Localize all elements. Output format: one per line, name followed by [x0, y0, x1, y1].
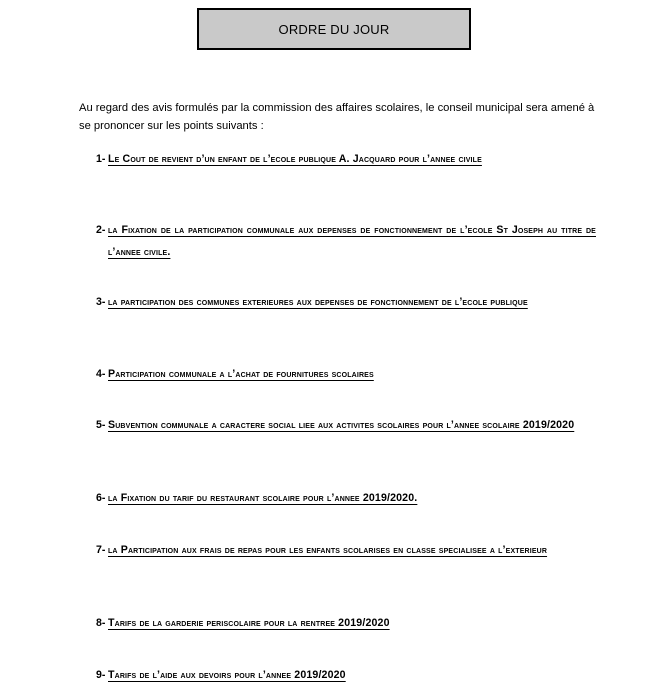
agenda-item-text: Tarifs de l’aide aux devoirs pour l’annee 2019/2020 — [108, 669, 346, 681]
agenda-item-number: 5- — [96, 419, 106, 431]
agenda-item — [96, 291, 596, 313]
page-title-text: ORDRE DU JOUR — [278, 21, 390, 37]
agenda-item-text: Participation communale a l’achat de fournitures scolaires — [108, 368, 374, 380]
agenda-item-text: la Fixation de la participation communale aux depenses de fonctionnement de l’ecole St Joseph au titre de l’annee civile. — [108, 224, 596, 258]
agenda-item — [96, 487, 596, 509]
agenda-item-number: 4- — [96, 368, 106, 380]
agenda-item — [96, 363, 596, 385]
agenda-item-number: 2- — [96, 224, 106, 236]
agenda-item-text: la Participation aux frais de repas pour les enfants scolarises en classe specialisee a l’exterieur — [108, 544, 548, 556]
agenda-item-number: 7- — [96, 544, 106, 556]
agenda-item-number: 8- — [96, 617, 106, 629]
agenda-item — [96, 612, 596, 634]
agenda-item-text: la Fixation du tarif du restaurant scolaire pour l’annee 2019/2020. — [108, 492, 418, 504]
agenda-item-text: Subvention communale a caractere social liee aux activites scolaires pour l’annee scolaire 2019/2020 — [108, 419, 575, 431]
agenda-item — [96, 414, 596, 436]
agenda-item — [96, 664, 596, 686]
agenda-item-number: 1- — [96, 153, 106, 165]
agenda-item-number: 6- — [96, 492, 106, 504]
agenda-item-text: Le Cout de revient d’un enfant de l’ecole publique A. Jacquard pour l’annee civile — [108, 153, 482, 165]
agenda-item — [96, 539, 596, 561]
intro-paragraph: Au regard des avis formulés par la commission des affaires scolaires, le conseil municipal sera amené à se prononcer sur les points suivants : — [79, 102, 595, 132]
agenda-item — [96, 148, 596, 170]
agenda-item-number: 3- — [96, 296, 106, 308]
page-title — [197, 8, 471, 50]
agenda-item-text: la participation des communes exterieures aux depenses de fonctionnement de l’ecole publique — [108, 296, 528, 308]
agenda-item-number: 9- — [96, 669, 106, 681]
agenda-item — [96, 219, 596, 263]
agenda-item-text: Tarifs de la garderie periscolaire pour la rentree 2019/2020 — [108, 617, 390, 629]
